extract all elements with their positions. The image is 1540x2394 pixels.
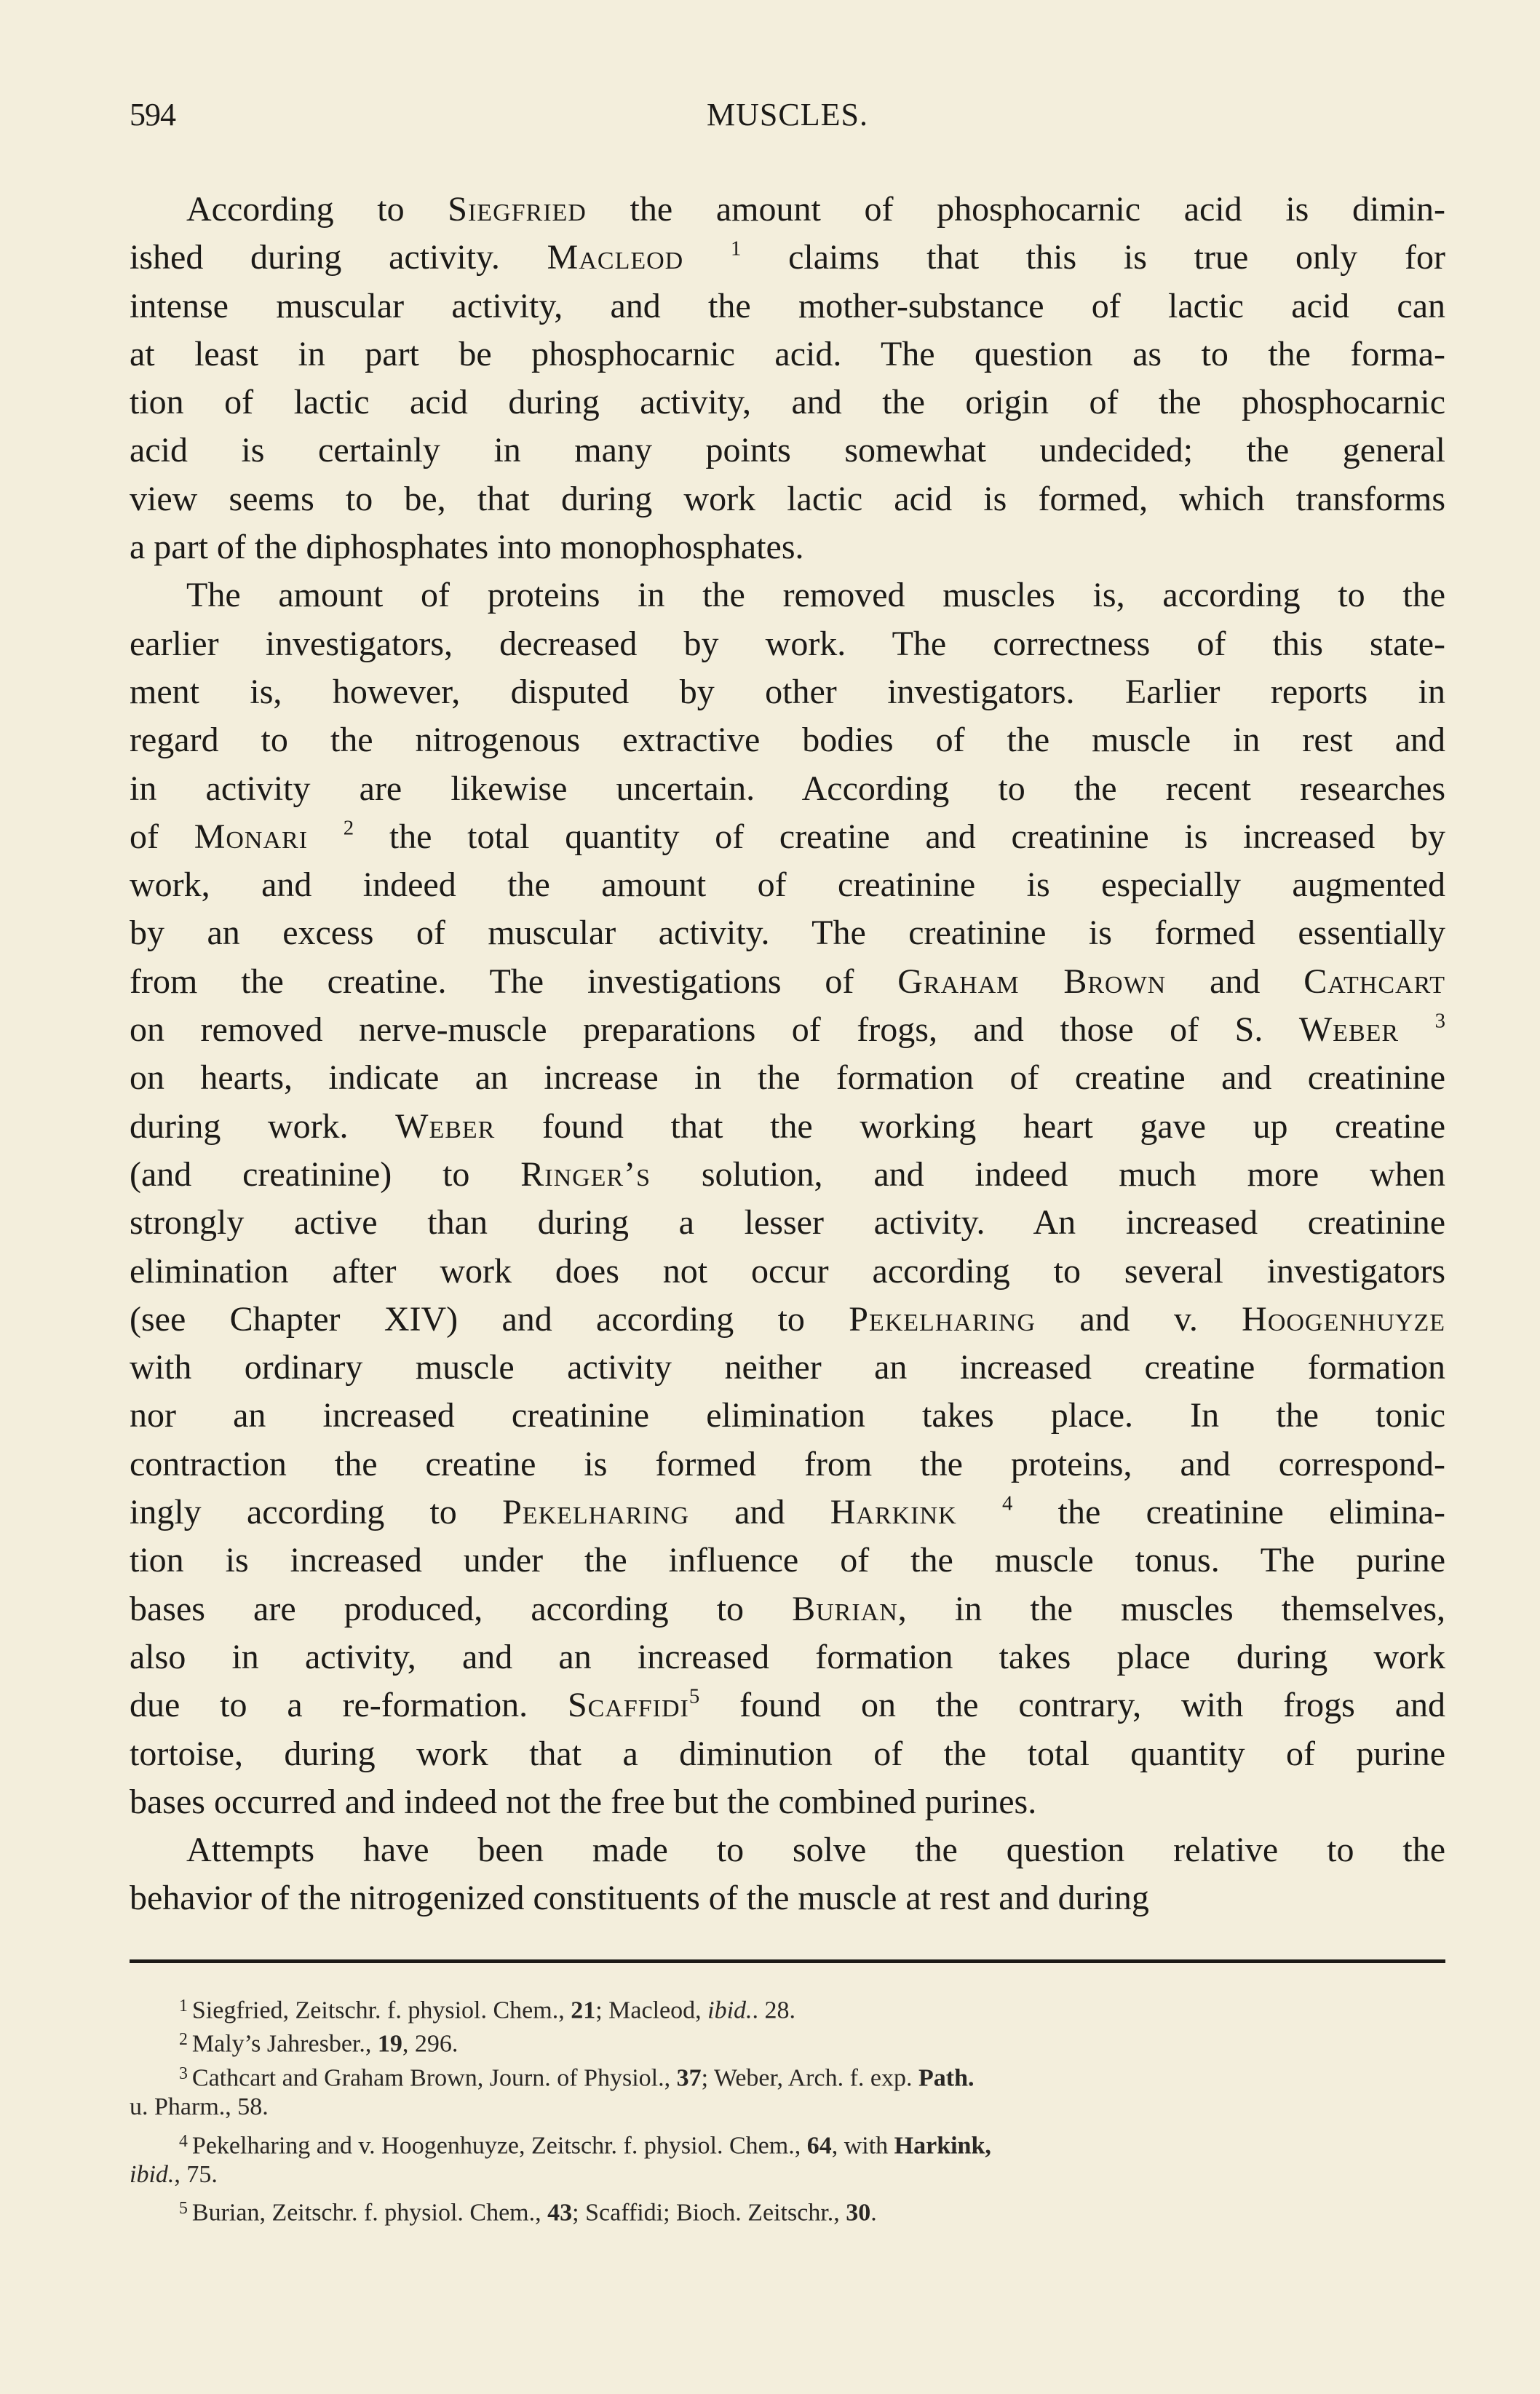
footnote-reference: 4 bbox=[1001, 1491, 1013, 1515]
text-run: also in activity, and an increased formation takes place during work bbox=[130, 1637, 1445, 1676]
author-name: Cathcart bbox=[1303, 962, 1445, 1001]
text-line bbox=[130, 330, 1445, 378]
text-line bbox=[130, 813, 1445, 861]
author-name: Scaffidi bbox=[567, 1686, 689, 1725]
text-run: intense muscular activity, and the mother-substance of lactic acid can bbox=[130, 286, 1445, 325]
text-line bbox=[130, 1585, 1445, 1633]
text-line bbox=[130, 1103, 1445, 1151]
footnote-text: Path. bbox=[918, 2064, 975, 2092]
text-line bbox=[130, 475, 1445, 523]
body-text bbox=[130, 186, 1445, 1923]
text-run: tortoise, during work that a diminution of the total quantity of purine bbox=[130, 1734, 1445, 1773]
footnote-text: 43 bbox=[547, 2199, 573, 2227]
author-name: Pekelharing bbox=[849, 1299, 1036, 1339]
footnote-marker: 3 bbox=[179, 2064, 188, 2083]
footnotes bbox=[130, 1989, 1445, 2226]
text-line bbox=[130, 1874, 1445, 1922]
author-name: Monari bbox=[194, 817, 309, 856]
text-run: during work. bbox=[130, 1106, 396, 1146]
text-line bbox=[130, 1199, 1445, 1247]
text-run: bases occurred and indeed not the free but the combined purines. bbox=[130, 1782, 1037, 1821]
text-line bbox=[130, 1730, 1445, 1778]
text-run: in activity are likewise uncertain. According to the recent researches bbox=[130, 769, 1445, 808]
footnote-line bbox=[130, 2057, 1445, 2090]
footnote-line bbox=[130, 2023, 1445, 2056]
text-run: found on the contrary, with frogs and bbox=[699, 1686, 1446, 1725]
text-line bbox=[130, 620, 1445, 668]
text-run: the amount of phosphocarnic acid is dimin- bbox=[586, 190, 1446, 229]
text-line bbox=[130, 1054, 1445, 1102]
page-number: 594 bbox=[130, 97, 175, 132]
footnote-text: Siegfried, Zeitschr. f. physiol. Chem., bbox=[191, 1997, 571, 2024]
text-line bbox=[130, 1440, 1445, 1489]
footnote bbox=[130, 2023, 1445, 2056]
text-run: bases are produced, according to bbox=[130, 1589, 793, 1628]
footnote-line bbox=[130, 2125, 1445, 2158]
text-run: According to bbox=[186, 190, 448, 229]
text-run: of bbox=[130, 817, 194, 856]
text-run: on removed nerve-muscle preparations of frogs, and those of S. bbox=[130, 1010, 1299, 1050]
paragraph bbox=[130, 186, 1445, 571]
text-line bbox=[130, 1681, 1445, 1729]
text-run: ingly according to bbox=[130, 1493, 503, 1532]
text-run: ished during activity. bbox=[130, 238, 547, 277]
text-run: nor an increased creatinine elimination takes place. In the tonic bbox=[130, 1396, 1445, 1435]
text-run bbox=[957, 1493, 1002, 1531]
text-run: regard to the nitrogenous extractive bodies of the muscle in rest and bbox=[130, 721, 1445, 760]
text-run: solution, and indeed much more when bbox=[651, 1154, 1446, 1194]
text-run: acid is certainly in many points somewhat undecided; the general bbox=[130, 431, 1445, 470]
text-run: and v. bbox=[1036, 1299, 1242, 1339]
footnote-text: 19 bbox=[377, 2030, 402, 2058]
footnote-marker: 4 bbox=[179, 2131, 188, 2151]
text-line bbox=[130, 668, 1445, 716]
text-run: work, and indeed the amount of creatinine is especially augmented bbox=[130, 865, 1445, 905]
text-run bbox=[308, 817, 344, 856]
footnote-line bbox=[130, 2158, 1445, 2192]
footnote-text: 21 bbox=[571, 1997, 596, 2024]
paragraph bbox=[130, 571, 1445, 1826]
footnote-text: 30 bbox=[846, 2199, 871, 2227]
text-line bbox=[130, 378, 1445, 427]
author-name: Weber bbox=[1298, 1010, 1400, 1050]
text-run: The amount of proteins in the removed muscles is, according to the bbox=[186, 576, 1445, 615]
footnote-reference: 1 bbox=[730, 237, 742, 261]
text-run: the creatinine elimina- bbox=[1012, 1493, 1446, 1532]
text-run: view seems to be, that during work lactic acid is formed, which transforms bbox=[130, 479, 1445, 518]
footnote-text: u. Pharm., 58. bbox=[130, 2093, 269, 2121]
text-line bbox=[130, 571, 1445, 619]
footnote-text: , 75. bbox=[174, 2160, 218, 2188]
text-run: and bbox=[688, 1493, 830, 1532]
text-run: from the creatine. The investigations of bbox=[130, 962, 898, 1001]
text-run: due to a re-formation. bbox=[130, 1686, 568, 1725]
text-line bbox=[130, 716, 1445, 764]
footnote-text: ibid. bbox=[707, 1997, 753, 2024]
footnote-text: Cathcart and Graham Brown, Journ. of Physiol., bbox=[191, 2064, 677, 2092]
text-run: strongly active than during a lesser activity. An increased creatinine bbox=[130, 1203, 1445, 1242]
text-run: tion of lactic acid during activity, and the origin of the phosphocarnic bbox=[130, 383, 1445, 422]
text-run: Attempts have been made to solve the question relative to the bbox=[186, 1831, 1445, 1870]
text-line bbox=[130, 234, 1445, 282]
author-name: Pekelharing bbox=[502, 1493, 689, 1532]
text-run: by an excess of muscular activity. The creatinine is formed essentially bbox=[130, 913, 1445, 953]
running-title: MUSCLES. bbox=[707, 97, 868, 132]
text-run: the total quantity of creatine and creatinine is increased by bbox=[354, 817, 1446, 856]
author-name: Siegfried bbox=[448, 190, 587, 229]
author-name: Burian bbox=[792, 1589, 898, 1628]
footnote-text: , with bbox=[831, 2132, 894, 2160]
footnote-reference: 2 bbox=[343, 816, 354, 840]
author-name: Weber bbox=[395, 1106, 496, 1146]
text-line bbox=[130, 282, 1445, 330]
footnote-reference: 5 bbox=[688, 1684, 700, 1708]
text-run: on hearts, indicate an increase in the formation of creatine and creatinine bbox=[130, 1058, 1445, 1098]
footnote-text: , 296. bbox=[402, 2030, 459, 2058]
text-run: and bbox=[1166, 962, 1304, 1001]
footnote-text: Harkink, bbox=[894, 2132, 991, 2160]
text-line bbox=[130, 523, 1445, 571]
text-run: at least in part be phosphocarnic acid. The question as to the forma- bbox=[130, 334, 1445, 373]
text-run: contraction the creatine is formed from the proteins, and correspond- bbox=[130, 1444, 1445, 1483]
author-name: Hoogenhuyze bbox=[1242, 1299, 1446, 1339]
text-run: elimination after work does not occur according to several investigators bbox=[130, 1251, 1445, 1291]
footnote bbox=[130, 2057, 1445, 2125]
text-run: , in the muscles themselves, bbox=[897, 1589, 1445, 1628]
footnote bbox=[130, 2192, 1445, 2225]
text-line bbox=[130, 186, 1445, 234]
footnote-text: Maly’s Jahresber., bbox=[191, 2030, 378, 2058]
footnote-line bbox=[130, 2192, 1445, 2225]
text-line bbox=[130, 1151, 1445, 1199]
footnote-text: . bbox=[870, 2199, 877, 2227]
running-head bbox=[130, 93, 1445, 137]
text-line bbox=[130, 861, 1445, 909]
footnote-marker: 5 bbox=[179, 2199, 188, 2219]
footnote-text: ibid. bbox=[130, 2160, 175, 2188]
text-run bbox=[1399, 1010, 1435, 1049]
text-line bbox=[130, 1826, 1445, 1874]
footnote-text: ; Weber, Arch. f. exp. bbox=[701, 2064, 918, 2092]
footnote-marker: 1 bbox=[179, 1997, 188, 2016]
text-line bbox=[130, 1006, 1445, 1054]
paragraph bbox=[130, 1826, 1445, 1923]
text-run: claims that this is true only for bbox=[741, 238, 1446, 277]
text-run: a part of the diphosphates into monophosphates. bbox=[130, 528, 804, 567]
text-line bbox=[130, 765, 1445, 813]
footnote-text: 37 bbox=[676, 2064, 702, 2092]
text-run: earlier investigators, decreased by work. The correctness of this state- bbox=[130, 624, 1445, 663]
author-name: Ringer’s bbox=[520, 1154, 651, 1194]
text-line bbox=[130, 1633, 1445, 1681]
footnote-line bbox=[130, 1989, 1445, 2023]
footnote-line bbox=[130, 2090, 1445, 2124]
text-line bbox=[130, 1248, 1445, 1296]
footnote bbox=[130, 2125, 1445, 2192]
text-line bbox=[130, 909, 1445, 957]
footnote-marker: 2 bbox=[179, 2030, 188, 2050]
footnote-rule bbox=[130, 1959, 1445, 1963]
footnote-text: ; Macleod, bbox=[595, 1997, 708, 2024]
text-line bbox=[130, 1296, 1445, 1344]
footnote-text: 64 bbox=[806, 2132, 832, 2160]
text-run: (see Chapter XIV) and according to bbox=[130, 1299, 849, 1339]
footnote-text: Pekelharing and v. Hoogenhuyze, Zeitschr. f. physiol. Chem., bbox=[191, 2132, 807, 2160]
text-line bbox=[130, 1537, 1445, 1585]
text-run bbox=[683, 238, 731, 277]
text-run: (and creatinine) to bbox=[130, 1154, 521, 1194]
text-line bbox=[130, 1778, 1445, 1826]
author-name: Macleod bbox=[547, 238, 684, 277]
footnote bbox=[130, 1989, 1445, 2023]
text-line bbox=[130, 1392, 1445, 1440]
text-run: ment is, however, disputed by other investigators. Earlier reports in bbox=[130, 672, 1445, 711]
text-line bbox=[130, 1344, 1445, 1392]
text-run: found that the working heart gave up creatine bbox=[495, 1106, 1446, 1146]
text-line bbox=[130, 427, 1445, 475]
footnote-text: . 28. bbox=[752, 1997, 796, 2024]
footnote-reference: 3 bbox=[1434, 1009, 1446, 1033]
footnote-text: ; Scaffidi; Bioch. Zeitschr., bbox=[572, 2199, 846, 2227]
footnote-text: Burian, Zeitschr. f. physiol. Chem., bbox=[191, 2199, 548, 2227]
text-run: tion is increased under the influence of the muscle tonus. The purine bbox=[130, 1541, 1445, 1580]
text-run: with ordinary muscle activity neither an increased creatine formation bbox=[130, 1348, 1445, 1387]
text-line bbox=[130, 958, 1445, 1006]
author-name: Harkink bbox=[830, 1493, 957, 1532]
text-run: behavior of the nitrogenized constituents of the muscle at rest and during bbox=[130, 1879, 1149, 1918]
author-name: Graham Brown bbox=[897, 962, 1167, 1001]
text-line bbox=[130, 1489, 1445, 1537]
